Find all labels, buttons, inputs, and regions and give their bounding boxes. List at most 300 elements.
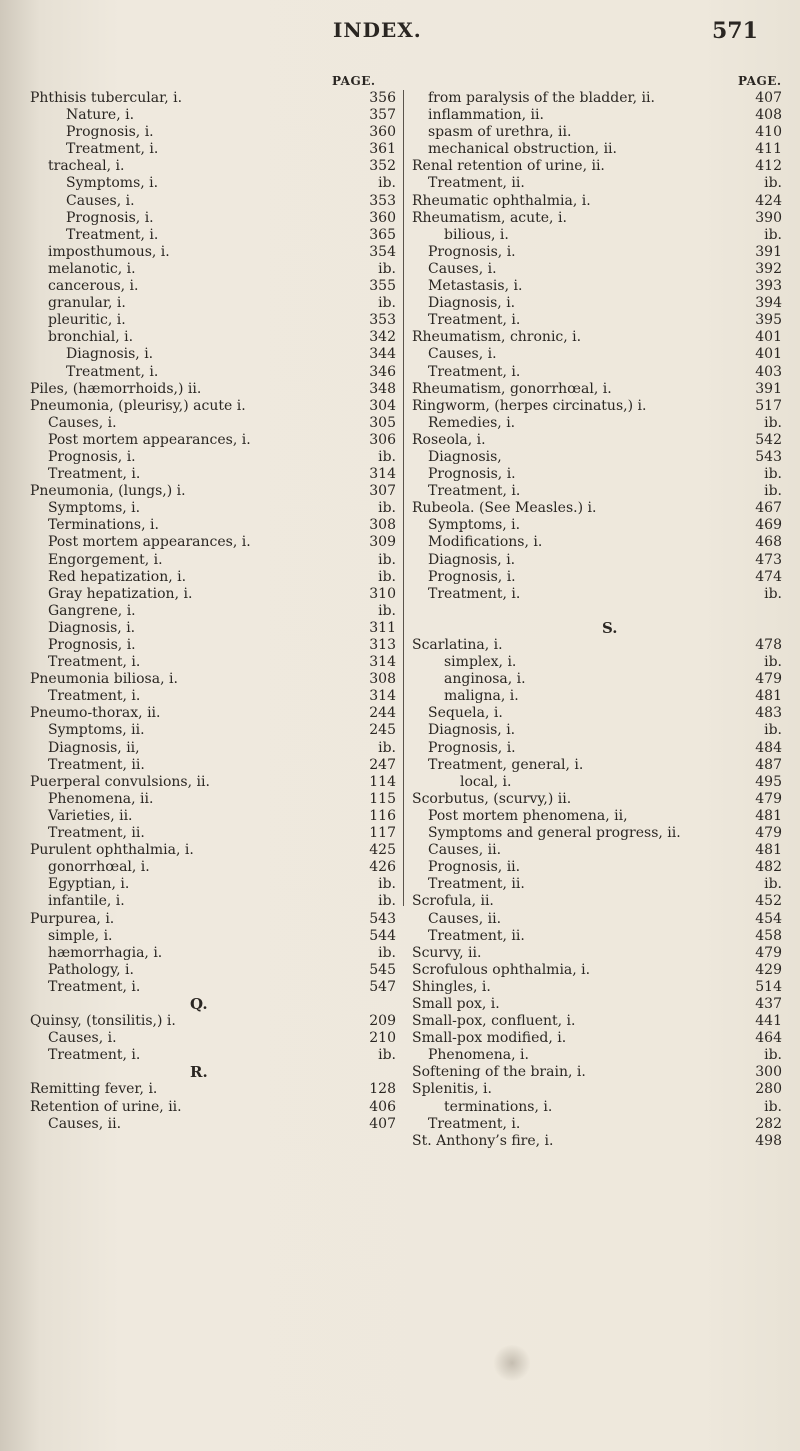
entry-page-number: 437 [755,995,782,1012]
entry-page-number: 313 [369,637,396,653]
entry-page-number: 412 [755,158,782,175]
entry-page-number: 481 [755,807,782,824]
index-entry [412,603,782,620]
entry-page-number: 304 [369,397,396,414]
entry-page-number: 314 [369,688,396,705]
index-entry [30,244,402,261]
entry-page-number: 394 [755,295,782,312]
entry-page-number: 407 [369,1115,396,1132]
entry-text: Phthisis tubercular, i. [30,90,183,106]
entry-text: tracheal, i. [48,158,125,175]
index-entry [30,552,402,569]
entry-text: pleuritic, i. [48,312,126,329]
entry-page-number: 543 [369,910,396,927]
index-entry [30,654,402,671]
entry-text: imposthumous, i. [48,243,170,260]
entry-page-number: 116 [369,807,396,824]
entry-text: Small-pox modified, i. [412,1030,567,1047]
entry-text: granular, i. [48,295,126,312]
index-entry [30,808,402,825]
entry-text: Diagnosis, ii, [48,739,140,756]
page-number: 571 [712,18,758,44]
entry-text: Treatment, i. [66,226,159,243]
index-entry [30,705,402,722]
index-entry [30,141,402,158]
entry-text: spasm of urethra, ii. [428,124,572,141]
entry-page-number: 482 [755,859,782,876]
entry-page-number: ib. [764,226,782,243]
index-entry [412,1133,782,1150]
entry-text: Treatment, i. [66,141,159,158]
entry-text: Retention of urine, ii. [30,1098,182,1115]
index-entry [412,415,782,432]
index-entry [30,449,402,466]
index-entry [412,996,782,1013]
index-entry [30,295,402,312]
entry-page-number: 441 [755,1013,782,1030]
index-entry [412,876,782,893]
entry-page-number: ib. [378,568,396,585]
entry-page-number: 117 [369,825,396,842]
entry-text: Causes, i. [428,260,497,277]
entry-text: simplex, i. [444,654,517,671]
index-entry [412,928,782,945]
entry-page-number: ib. [378,739,396,756]
entry-page-number: 481 [755,842,782,859]
entry-text: Diagnosis, i. [66,346,154,363]
entry-text: cancerous, i. [48,278,139,295]
index-entry [30,1013,402,1030]
entry-text: Prognosis, i. [66,124,154,141]
entry-text: Causes, ii. [428,842,502,859]
entry-text: Renal retention of urine, ii. [412,158,605,175]
index-entry [412,1030,782,1047]
index-entry [412,1081,782,1098]
entry-text: Egyptian, i. [48,876,130,893]
entry-page-number: 348 [369,380,396,397]
entry-text: St. Anthony’s fire, i. [412,1132,554,1149]
entry-text: Scrofulous ophthalmia, i. [412,961,591,978]
index-entry [412,962,782,979]
entry-text: inflammation, ii. [428,107,544,124]
entry-text: Prognosis, i. [428,466,516,483]
index-entry [412,210,782,227]
entry-page-number: 545 [369,961,396,978]
entry-text: Rheumatism, gonorrhœal, i. [412,380,612,397]
index-entry [412,193,782,210]
entry-text: Treatment, general, i. [428,756,584,773]
index-entry [30,124,402,141]
entry-page-number: 310 [369,585,396,602]
entry-text: Roseola, i. [412,431,486,448]
index-entry [30,911,402,928]
entry-text: Post mortem appearances, i. [48,534,251,551]
index-entry [30,227,402,244]
entry-page-number: 473 [755,551,782,568]
index-entry [30,517,402,534]
index-entry [412,227,782,244]
entry-text: Remedies, i. [428,414,516,431]
entry-page-number: 344 [369,346,396,363]
right-index-column [412,90,782,1150]
index-entry [30,500,402,517]
entry-text: Puerperal convulsions, ii. [30,773,210,790]
index-entry [412,842,782,859]
entry-page-number: 514 [755,978,782,995]
entry-page-number: 429 [755,961,782,978]
entry-text: Causes, i. [48,414,117,431]
index-entry [30,962,402,979]
index-entry [30,928,402,945]
entry-text: Treatment, i. [428,483,521,500]
entry-text: Prognosis, i. [48,637,136,653]
entry-page-number: 464 [755,1030,782,1047]
entry-text: Symptoms and general progress, ii. [428,825,681,842]
entry-text: Prognosis, ii. [428,859,521,876]
entry-page-number: 393 [755,278,782,295]
index-entry [412,774,782,791]
entry-text: Diagnosis, [428,448,502,465]
index-entry [30,893,402,910]
index-entry [30,825,402,842]
entry-page-number: 410 [755,124,782,141]
index-entry [412,825,782,842]
entry-page-number: 355 [369,278,396,295]
index-entry [412,654,782,671]
index-entry [30,740,402,757]
index-entry [30,859,402,876]
index-entry [30,979,402,996]
entry-page-number: 360 [369,124,396,141]
entry-text: Treatment, ii. [428,876,525,893]
entry-text: mechanical obstruction, ii. [428,141,617,158]
entry-page-number: 484 [755,739,782,756]
entry-page-number: ib. [378,551,396,568]
entry-text: Treatment, ii. [428,927,525,944]
index-entry [412,244,782,261]
entry-page-number: 128 [369,1081,396,1098]
entry-page-number: 479 [755,825,782,842]
index-entry [30,432,402,449]
entry-page-number: 210 [369,1030,396,1047]
entry-page-number: 487 [755,756,782,773]
entry-page-number: 314 [369,654,396,671]
index-entry [30,534,402,551]
entry-text: Prognosis, i. [428,568,516,585]
entry-page-number: 426 [369,859,396,876]
entry-text: Prognosis, i. [428,243,516,260]
entry-page-number: 479 [755,944,782,961]
index-entry [30,842,402,859]
entry-text: Causes, i. [428,346,497,363]
index-entry [30,158,402,175]
entry-page-number: 308 [369,671,396,688]
entry-page-number: 469 [755,517,782,534]
entry-page-number: 481 [755,688,782,705]
entry-text: Pneumonia, (lungs,) i. [30,483,186,500]
entry-text: Gangrene, i. [48,602,136,619]
entry-text: maligna, i. [444,688,519,705]
column-divider [403,90,404,906]
entry-page-number: ib. [764,654,782,671]
entry-text: Rheumatism, acute, i. [412,209,567,226]
entry-page-number: ib. [378,295,396,312]
entry-text: Treatment, i. [428,585,521,602]
index-entry [412,278,782,295]
index-entry [412,688,782,705]
entry-text: Causes, i. [48,1030,117,1047]
column-heading-right: PAGE. [738,74,782,88]
entry-text: Splenitis, i. [412,1081,492,1098]
entry-text: Treatment, i. [48,1047,141,1064]
entry-text: Piles, (hæmorrhoids,) ii. [30,380,202,397]
entry-text: Purulent ophthalmia, i. [30,842,194,859]
index-entry [30,1099,402,1116]
entry-text: melanotic, i. [48,260,136,277]
entry-text: Treatment, ii. [48,825,145,842]
entry-page-number: 542 [755,431,782,448]
index-entry [30,757,402,774]
index-entry [30,586,402,603]
entry-page-number: 406 [369,1098,396,1115]
entry-page-number: 282 [755,1115,782,1132]
entry-page-number: 352 [369,158,396,175]
index-entry [412,1064,782,1081]
entry-text: Prognosis, i. [428,739,516,756]
entry-text: Treatment, i. [428,312,521,329]
index-entry [412,1013,782,1030]
entry-page-number: ib. [764,876,782,893]
entry-page-number: ib. [764,414,782,431]
index-entry [412,552,782,569]
entry-page-number: 311 [369,619,396,636]
entry-page-number: 403 [755,363,782,380]
entry-text: hæmorrhagia, i. [48,944,163,961]
entry-page-number: 401 [755,329,782,346]
entry-text: Metastasis, i. [428,278,523,295]
entry-text: Ringworm, (herpes circinatus,) i. [412,397,647,414]
entry-text: Diagnosis, i. [428,722,516,739]
entry-page-number: 308 [369,517,396,534]
index-entry [412,381,782,398]
entry-page-number: ib. [378,876,396,893]
entry-text: Treatment, i. [428,363,521,380]
index-entry [412,107,782,124]
entry-text: Small pox, i. [412,995,500,1012]
index-entry [412,1047,782,1064]
index-entry [412,911,782,928]
ink-smudge [492,1345,532,1381]
entry-text: Treatment, i. [48,688,141,705]
entry-text: terminations, i. [444,1098,553,1115]
index-entry [412,158,782,175]
entry-page-number: 306 [369,431,396,448]
entry-text: anginosa, i. [444,671,526,688]
entry-page-number: 483 [755,705,782,722]
entry-page-number: 300 [755,1064,782,1081]
index-entry [30,569,402,586]
entry-text: Pathology, i. [48,961,134,978]
entry-page-number: 354 [369,243,396,260]
entry-text: Pneumonia, (pleurisy,) acute i. [30,397,246,414]
index-entry [412,671,782,688]
section-letter-text: S. [602,618,618,637]
index-entry [412,124,782,141]
index-entry [30,312,402,329]
entry-page-number: ib. [764,1098,782,1115]
column-heading-left: PAGE. [332,74,376,88]
index-entry [412,295,782,312]
entry-page-number: ib. [378,500,396,517]
index-entry [412,364,782,381]
entry-page-number: 342 [369,329,396,346]
entry-page-number: 498 [755,1132,782,1149]
entry-page-number: 244 [369,705,396,722]
entry-page-number: 495 [755,773,782,790]
entry-text: Treatment, i. [48,466,141,483]
index-entry [412,517,782,534]
index-entry [30,398,402,415]
entry-page-number: 467 [755,500,782,517]
index-entry [412,791,782,808]
index-entry [30,774,402,791]
entry-page-number: 280 [755,1081,782,1098]
entry-page-number: 391 [755,243,782,260]
index-entry [412,534,782,551]
entry-page-number: 115 [369,790,396,807]
index-entry [30,603,402,620]
index-entry [30,346,402,363]
index-entry [30,210,402,227]
entry-page-number: 452 [755,893,782,910]
entry-page-number: 479 [755,790,782,807]
entry-text: Treatment, ii. [48,756,145,773]
index-entry [30,1081,402,1098]
entry-text: from paralysis of the bladder, ii. [428,90,655,106]
index-entry [412,449,782,466]
entry-page-number: 547 [369,978,396,995]
entry-page-number: ib. [378,175,396,192]
entry-text: Treatment, i. [66,363,159,380]
entry-text: Symptoms, i. [66,175,159,192]
entry-text: Diagnosis, i. [48,619,136,636]
entry-page-number: ib. [378,893,396,910]
running-head [0,18,800,58]
section-letter [30,996,402,1013]
index-entry [412,945,782,962]
entry-page-number: 360 [369,209,396,226]
entry-page-number: ib. [764,722,782,739]
entry-page-number: 411 [755,141,782,158]
index-entry [30,483,402,500]
entry-page-number: 468 [755,534,782,551]
index-entry [30,1116,402,1133]
index-entry [412,175,782,192]
index-entry [30,90,402,107]
index-entry [412,705,782,722]
entry-text: Treatment, i. [48,978,141,995]
index-entry [412,500,782,517]
entry-text: infantile, i. [48,893,125,910]
entry-text: Rubeola. (See Measles.) i. [412,500,597,517]
entry-text: Causes, ii. [428,910,502,927]
entry-page-number: 408 [755,107,782,124]
index-entry [30,945,402,962]
entry-page-number: ib. [378,448,396,465]
entry-page-number: 474 [755,568,782,585]
entry-page-number: 390 [755,209,782,226]
index-entry [30,688,402,705]
index-entry [412,808,782,825]
index-entry [30,193,402,210]
index-entry [412,346,782,363]
entry-text: Treatment, ii. [428,175,525,192]
entry-text: Phenomena, ii. [48,790,154,807]
entry-text: Modifications, i. [428,534,543,551]
index-entry [30,671,402,688]
entry-page-number: ib. [378,260,396,277]
index-entry [30,381,402,398]
entry-page-number: 209 [369,1013,396,1030]
section-letter-text: Q. [190,994,208,1013]
index-entry [412,979,782,996]
index-entry [30,329,402,346]
index-entry [30,791,402,808]
entry-page-number: 454 [755,910,782,927]
index-entry [412,893,782,910]
section-letter [30,1064,402,1081]
entry-text: Pneumonia biliosa, i. [30,671,178,688]
entry-text: Causes, i. [66,192,135,209]
entry-text: Softening of the brain, i. [412,1064,586,1081]
entry-page-number: 357 [369,107,396,124]
index-entry [412,329,782,346]
entry-text: local, i. [460,773,512,790]
entry-page-number: ib. [764,1047,782,1064]
index-entry [412,757,782,774]
entry-text: bronchial, i. [48,329,134,346]
index-entry [30,1030,402,1047]
entry-text: Scrofula, ii. [412,893,494,910]
index-entry [412,740,782,757]
entry-page-number: ib. [378,944,396,961]
entry-text: Diagnosis, i. [428,295,516,312]
index-entry [412,1116,782,1133]
entry-page-number: 307 [369,483,396,500]
index-entry [412,1099,782,1116]
entry-page-number: 543 [755,448,782,465]
entry-page-number: 425 [369,842,396,859]
entry-page-number: 314 [369,466,396,483]
entry-text: Symptoms, ii. [48,722,145,739]
index-entry [30,722,402,739]
index-entry [30,876,402,893]
entry-text: Engorgement, i. [48,551,163,568]
entry-text: Scorbutus, (scurvy,) ii. [412,790,572,807]
entry-text: Purpurea, i. [30,910,115,927]
index-entry [30,261,402,278]
index-entry [30,364,402,381]
entry-text: Gray hepatization, i. [48,585,193,602]
entry-page-number: 247 [369,756,396,773]
entry-page-number: 401 [755,346,782,363]
entry-text: bilious, i. [444,226,509,243]
index-entry [412,398,782,415]
index-entry [30,107,402,124]
index-entry [412,90,782,107]
index-entry [412,859,782,876]
entry-text: Phenomena, i. [428,1047,529,1064]
